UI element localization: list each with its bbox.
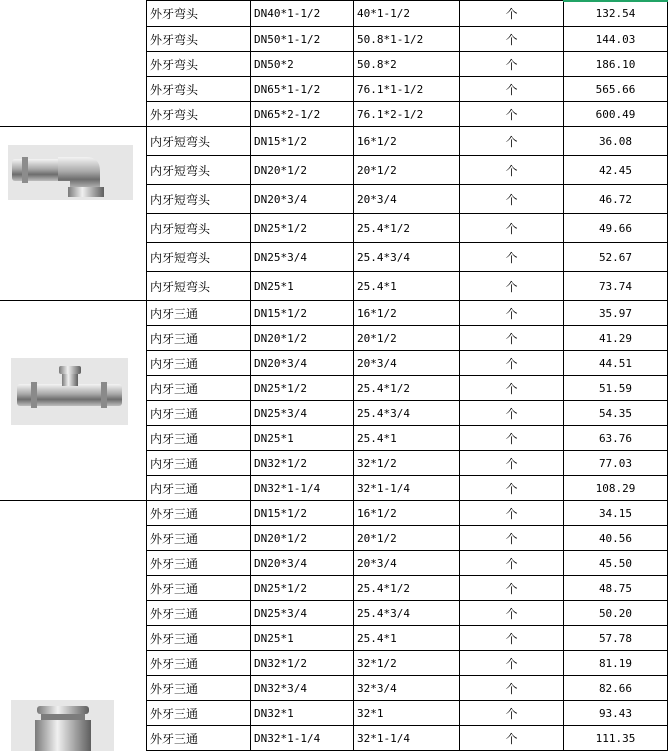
female-elbow-fitting-image bbox=[8, 145, 133, 200]
price-cell[interactable]: 108.29 bbox=[595, 481, 636, 495]
unit-cell[interactable]: 个 bbox=[505, 431, 518, 446]
dn-size-cell[interactable]: DN25*3/4 bbox=[254, 406, 307, 420]
spec-size-cell[interactable]: 25.4*3/4 bbox=[357, 250, 410, 264]
unit-cell[interactable]: 个 bbox=[505, 456, 518, 471]
male-tee-fitting-image bbox=[11, 700, 114, 751]
dn-size-cell[interactable]: DN25*1/2 bbox=[254, 581, 307, 595]
dn-size-cell[interactable]: DN25*3/4 bbox=[254, 250, 307, 264]
spec-size-cell[interactable]: 76.1*1-1/2 bbox=[357, 82, 424, 96]
price-cell[interactable]: 41.29 bbox=[598, 331, 633, 345]
spec-size-cell[interactable]: 25.4*3/4 bbox=[357, 406, 410, 420]
spec-size-cell[interactable]: 32*1 bbox=[357, 706, 384, 720]
dn-size-cell[interactable]: DN25*3/4 bbox=[254, 606, 307, 620]
unit-cell[interactable]: 个 bbox=[505, 306, 518, 321]
dn-size-cell[interactable]: DN25*1 bbox=[254, 631, 294, 645]
spec-size-cell[interactable]: 20*1/2 bbox=[357, 331, 397, 345]
unit-cell[interactable]: 个 bbox=[505, 406, 518, 421]
product-name-cell[interactable]: 外牙弯头 bbox=[150, 57, 199, 72]
price-cell[interactable]: 50.20 bbox=[598, 606, 633, 620]
price-cell[interactable]: 93.43 bbox=[598, 706, 633, 720]
dn-size-cell[interactable]: DN15*1/2 bbox=[254, 306, 307, 320]
selected-cell-indicator bbox=[563, 0, 668, 2]
price-cell[interactable]: 46.72 bbox=[598, 192, 633, 206]
price-cell[interactable]: 565.66 bbox=[595, 82, 636, 96]
price-cell[interactable]: 44.51 bbox=[598, 356, 633, 370]
product-name-cell[interactable]: 内牙三通 bbox=[150, 306, 199, 321]
column-gridline bbox=[667, 0, 668, 751]
price-cell[interactable]: 111.35 bbox=[595, 732, 636, 745]
dn-size-cell[interactable]: DN25*1 bbox=[254, 431, 294, 445]
dn-size-cell[interactable]: DN32*1 bbox=[254, 706, 294, 720]
unit-cell[interactable]: 个 bbox=[505, 279, 518, 294]
price-cell[interactable]: 34.15 bbox=[598, 506, 633, 520]
spec-size-cell[interactable]: 32*1/2 bbox=[357, 656, 397, 670]
price-cell[interactable]: 35.97 bbox=[598, 306, 633, 320]
unit-cell[interactable]: 个 bbox=[505, 82, 518, 97]
price-cell[interactable]: 54.35 bbox=[598, 406, 633, 420]
dn-size-cell[interactable]: DN25*1 bbox=[254, 279, 294, 293]
product-name-cell[interactable]: 外牙三通 bbox=[150, 531, 199, 546]
unit-cell[interactable]: 个 bbox=[505, 556, 518, 571]
spec-size-cell[interactable]: 25.4*1/2 bbox=[357, 221, 410, 235]
dn-size-cell[interactable]: DN65*2-1/2 bbox=[254, 107, 321, 121]
product-name-cell[interactable]: 内牙三通 bbox=[150, 381, 199, 396]
spec-size-cell[interactable]: 25.4*3/4 bbox=[357, 606, 410, 620]
price-cell[interactable]: 132.54 bbox=[595, 7, 636, 20]
price-cell[interactable]: 48.75 bbox=[598, 581, 633, 595]
spec-size-cell[interactable]: 50.8*2 bbox=[357, 57, 397, 71]
unit-cell[interactable]: 个 bbox=[505, 531, 518, 546]
spec-size-cell[interactable]: 20*3/4 bbox=[357, 556, 397, 570]
dn-size-cell[interactable]: DN50*2 bbox=[254, 57, 294, 71]
spec-size-cell[interactable]: 20*3/4 bbox=[357, 356, 397, 370]
product-name-cell[interactable]: 外牙弯头 bbox=[150, 32, 199, 47]
product-name-cell[interactable]: 外牙弯头 bbox=[150, 107, 199, 122]
dn-size-cell[interactable]: DN20*1/2 bbox=[254, 531, 307, 545]
dn-size-cell[interactable]: DN20*1/2 bbox=[254, 163, 307, 177]
unit-cell[interactable]: 个 bbox=[505, 656, 518, 671]
group-separator-line bbox=[0, 300, 147, 301]
product-name-cell[interactable]: 外牙三通 bbox=[150, 631, 199, 646]
unit-cell[interactable]: 个 bbox=[505, 7, 518, 21]
unit-cell[interactable]: 个 bbox=[505, 356, 518, 371]
product-name-cell[interactable]: 内牙三通 bbox=[150, 406, 199, 421]
price-cell[interactable]: 45.50 bbox=[598, 556, 633, 570]
dn-size-cell[interactable]: DN40*1-1/2 bbox=[254, 7, 321, 20]
dn-size-cell[interactable]: DN20*3/4 bbox=[254, 356, 307, 370]
product-name-cell[interactable]: 内牙三通 bbox=[150, 431, 199, 446]
dn-size-cell[interactable]: DN25*1/2 bbox=[254, 221, 307, 235]
product-name-cell[interactable]: 内牙短弯头 bbox=[150, 192, 211, 207]
unit-cell[interactable]: 个 bbox=[505, 631, 518, 646]
spec-size-cell[interactable]: 20*1/2 bbox=[357, 531, 397, 545]
group-separator-line bbox=[0, 126, 147, 127]
price-cell[interactable]: 49.66 bbox=[598, 221, 633, 235]
group-separator-line bbox=[0, 500, 147, 501]
unit-cell[interactable]: 个 bbox=[505, 606, 518, 621]
price-cell[interactable]: 186.10 bbox=[595, 57, 636, 71]
dn-size-cell[interactable]: DN20*1/2 bbox=[254, 331, 307, 345]
dn-size-cell[interactable]: DN20*3/4 bbox=[254, 556, 307, 570]
price-cell[interactable]: 600.49 bbox=[595, 107, 636, 121]
price-cell[interactable]: 82.66 bbox=[598, 681, 633, 695]
dn-size-cell[interactable]: DN20*3/4 bbox=[254, 192, 307, 206]
spec-size-cell[interactable]: 32*1-1/4 bbox=[357, 732, 410, 745]
dn-size-cell[interactable]: DN65*1-1/2 bbox=[254, 82, 321, 96]
unit-cell[interactable]: 个 bbox=[505, 331, 518, 346]
product-name-cell[interactable]: 外牙三通 bbox=[150, 732, 199, 746]
dn-size-cell[interactable]: DN32*1-1/4 bbox=[254, 481, 321, 495]
product-name-cell[interactable]: 内牙短弯头 bbox=[150, 250, 211, 265]
price-cell[interactable]: 52.67 bbox=[598, 250, 633, 264]
spec-size-cell[interactable]: 40*1-1/2 bbox=[357, 7, 410, 20]
product-name-cell[interactable]: 外牙三通 bbox=[150, 506, 199, 521]
dn-size-cell[interactable]: DN50*1-1/2 bbox=[254, 32, 321, 46]
unit-cell[interactable]: 个 bbox=[505, 681, 518, 696]
unit-cell[interactable]: 个 bbox=[505, 506, 518, 521]
price-cell[interactable]: 144.03 bbox=[595, 32, 636, 46]
unit-cell[interactable]: 个 bbox=[505, 163, 518, 178]
product-name-cell[interactable]: 外牙弯头 bbox=[150, 82, 199, 97]
unit-cell[interactable]: 个 bbox=[505, 250, 518, 265]
spec-size-cell[interactable]: 25.4*1 bbox=[357, 431, 397, 445]
dn-size-cell[interactable]: DN15*1/2 bbox=[254, 134, 307, 148]
dn-size-cell[interactable]: DN32*1-1/4 bbox=[254, 732, 321, 745]
spec-size-cell[interactable]: 32*3/4 bbox=[357, 681, 397, 695]
unit-cell[interactable]: 个 bbox=[505, 221, 518, 236]
unit-cell[interactable]: 个 bbox=[505, 192, 518, 207]
product-name-cell[interactable]: 外牙弯头 bbox=[150, 7, 199, 21]
unit-cell[interactable]: 个 bbox=[505, 107, 518, 122]
price-cell[interactable]: 57.78 bbox=[598, 631, 633, 645]
unit-cell[interactable]: 个 bbox=[505, 134, 518, 149]
dn-size-cell[interactable]: DN32*1/2 bbox=[254, 656, 307, 670]
spec-size-cell[interactable]: 20*1/2 bbox=[357, 163, 397, 177]
unit-cell[interactable]: 个 bbox=[505, 481, 518, 496]
product-name-cell[interactable]: 内牙三通 bbox=[150, 331, 199, 346]
unit-cell[interactable]: 个 bbox=[505, 581, 518, 596]
dn-size-cell[interactable]: DN32*3/4 bbox=[254, 681, 307, 695]
product-name-cell[interactable]: 外牙三通 bbox=[150, 606, 199, 621]
spec-size-cell[interactable]: 25.4*1 bbox=[357, 631, 397, 645]
price-cell[interactable]: 73.74 bbox=[598, 279, 633, 293]
spec-size-cell[interactable]: 16*1/2 bbox=[357, 506, 397, 520]
dn-size-cell[interactable]: DN15*1/2 bbox=[254, 506, 307, 520]
product-name-cell[interactable]: 内牙三通 bbox=[150, 456, 199, 471]
product-name-cell[interactable]: 外牙三通 bbox=[150, 581, 199, 596]
spec-size-cell[interactable]: 25.4*1/2 bbox=[357, 581, 410, 595]
female-tee-fitting-image bbox=[11, 358, 128, 425]
product-name-cell[interactable]: 内牙三通 bbox=[150, 481, 199, 496]
price-cell[interactable]: 81.19 bbox=[598, 656, 633, 670]
product-name-cell[interactable]: 内牙短弯头 bbox=[150, 163, 211, 178]
spec-size-cell[interactable]: 16*1/2 bbox=[357, 306, 397, 320]
spec-size-cell[interactable]: 76.1*2-1/2 bbox=[357, 107, 424, 121]
unit-cell[interactable]: 个 bbox=[505, 32, 518, 47]
spec-size-cell[interactable]: 25.4*1 bbox=[357, 279, 397, 293]
unit-cell[interactable]: 个 bbox=[505, 706, 518, 721]
price-cell[interactable]: 77.03 bbox=[598, 456, 633, 470]
price-cell[interactable]: 36.08 bbox=[598, 134, 633, 148]
spec-size-cell[interactable]: 32*1-1/4 bbox=[357, 481, 410, 495]
product-name-cell[interactable]: 外牙三通 bbox=[150, 706, 199, 721]
price-cell[interactable]: 40.56 bbox=[598, 531, 633, 545]
unit-cell[interactable]: 个 bbox=[505, 381, 518, 396]
product-name-cell[interactable]: 外牙三通 bbox=[150, 681, 199, 696]
dn-size-cell[interactable]: DN32*1/2 bbox=[254, 456, 307, 470]
spec-size-cell[interactable]: 16*1/2 bbox=[357, 134, 397, 148]
product-name-cell[interactable]: 内牙三通 bbox=[150, 356, 199, 371]
price-cell[interactable]: 63.76 bbox=[598, 431, 633, 445]
price-cell[interactable]: 51.59 bbox=[598, 381, 633, 395]
product-name-cell[interactable]: 外牙三通 bbox=[150, 556, 199, 571]
product-name-cell[interactable]: 内牙短弯头 bbox=[150, 134, 211, 149]
spec-size-cell[interactable]: 32*1/2 bbox=[357, 456, 397, 470]
product-name-cell[interactable]: 内牙短弯头 bbox=[150, 279, 211, 294]
unit-cell[interactable]: 个 bbox=[505, 732, 518, 746]
spec-size-cell[interactable]: 20*3/4 bbox=[357, 192, 397, 206]
dn-size-cell[interactable]: DN25*1/2 bbox=[254, 381, 307, 395]
spec-size-cell[interactable]: 25.4*1/2 bbox=[357, 381, 410, 395]
product-name-cell[interactable]: 外牙三通 bbox=[150, 656, 199, 671]
price-cell[interactable]: 42.45 bbox=[598, 163, 633, 177]
product-name-cell[interactable]: 内牙短弯头 bbox=[150, 221, 211, 236]
unit-cell[interactable]: 个 bbox=[505, 57, 518, 72]
spec-size-cell[interactable]: 50.8*1-1/2 bbox=[357, 32, 424, 46]
